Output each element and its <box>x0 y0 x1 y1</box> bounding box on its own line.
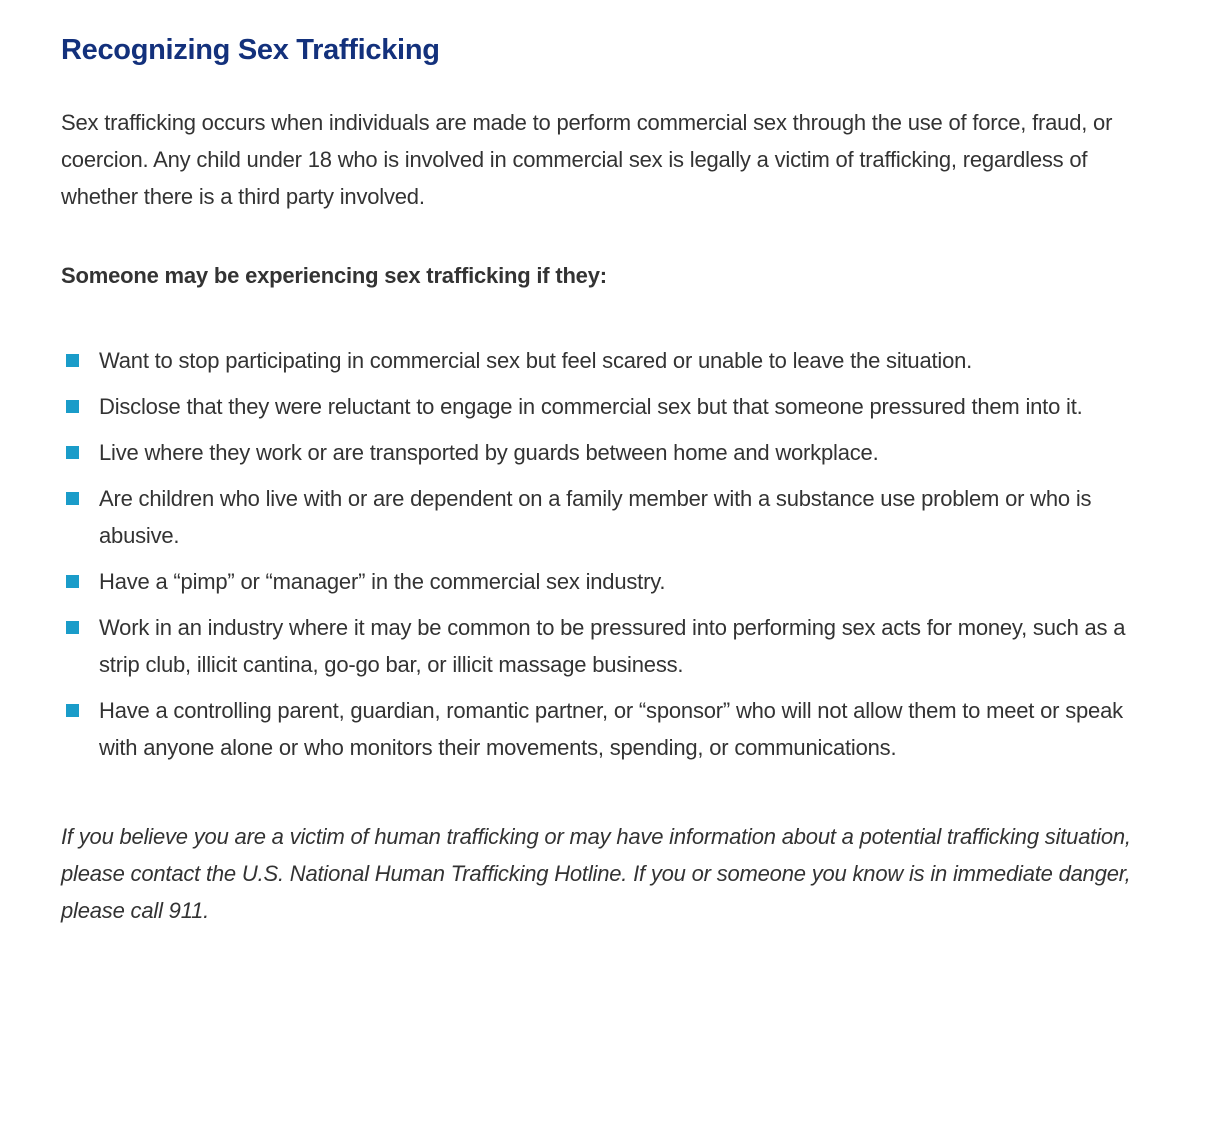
hotline-note: If you believe you are a victim of human trafficking or may have information about a potential trafficking situation, please contact the U.S. National Human Trafficking Hotline. If you or someone you know is in immediate danger, please call 911. <box>61 823 1131 923</box>
indicator-list-heading: Someone may be experiencing sex trafficking if they: <box>61 262 607 288</box>
list-item: Have a “pimp” or “manager” in the commercial sex industry. <box>61 563 1164 600</box>
list-item: Live where they work or are transported by guards between home and workplace. <box>61 434 1164 471</box>
list-item: Are children who live with or are dependent on a family member with a substance use problem or who is abusive. <box>61 480 1164 554</box>
list-item: Want to stop participating in commercial sex but feel scared or unable to leave the situation. <box>61 342 1164 379</box>
list-item: Have a controlling parent, guardian, romantic partner, or “sponsor” who will not allow them to meet or speak with anyone alone or who monitors their movements, spending, or communications. <box>61 692 1164 766</box>
intro-paragraph: Sex trafficking occurs when individuals are made to perform commercial sex through the use of force, fraud, or coercion. Any child under 18 who is involved in commercial sex is legally a victim of trafficking, regardless of whether there is a third party involved. <box>61 109 1113 209</box>
list-item: Work in an industry where it may be common to be pressured into performing sex acts for money, such as a strip club, illicit cantina, go-go bar, or illicit massage business. <box>61 609 1164 683</box>
list-item: Disclose that they were reluctant to engage in commercial sex but that someone pressured them into it. <box>61 388 1164 425</box>
page-title: Recognizing Sex Trafficking <box>61 34 440 66</box>
indicator-list <box>61 342 1164 766</box>
